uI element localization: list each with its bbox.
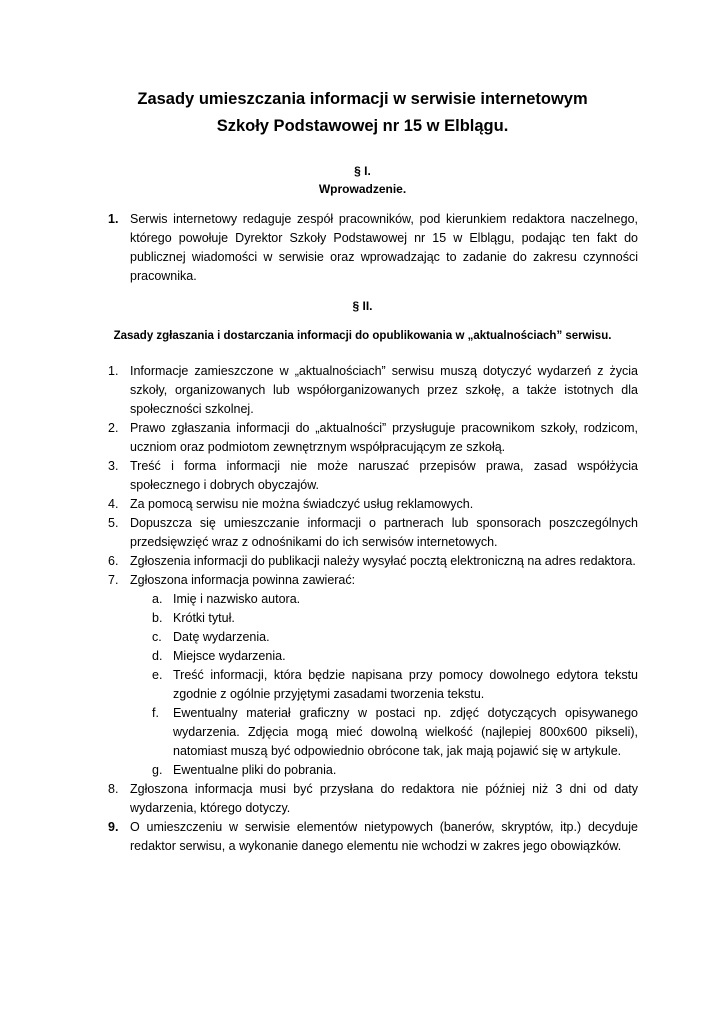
section-1-item-number: 1. <box>108 212 119 226</box>
list-item-number: 6. <box>108 554 119 568</box>
sub-item-text: Krótki tytuł. <box>173 611 235 625</box>
section-2-heading: Zasady zgłaszania i dostarczania informacji do opublikowania w „aktualnościach” serwisu. <box>113 330 612 342</box>
list-item-text: Dopuszcza się umieszczanie informacji o partnerach lub sponsorach poszczególnych przedsięwzięć wraz z odnośnikami do ich serwisów internetowych. <box>130 516 638 549</box>
sub-item-number: c. <box>152 630 162 644</box>
document-title-line-2: Szkoły Podstawowej nr 15 w Elblągu. <box>216 117 509 135</box>
section-1-mark: § I. <box>354 164 371 178</box>
list-item-number: 3. <box>108 459 119 473</box>
list-item-text: Prawo zgłaszania informacji do „aktualności” przysługuje pracownikom szkoły, rodzicom, uczniom oraz podmiotom zewnętrznym współpracującym ze szkołą. <box>130 421 638 454</box>
list-item-number: 9. <box>108 820 119 834</box>
list-item-number: 2. <box>108 421 119 435</box>
list-item-text: Informacje zamieszczone w „aktualnościach” serwisu muszą dotyczyć wydarzeń z życia szkoły, organizowanych lub współorganizowanych przez szkołę, a także istotnych dla społeczności szkolnej. <box>130 364 638 416</box>
section-2-mark: § II. <box>352 299 373 313</box>
sub-item-text: Ewentualne pliki do pobrania. <box>173 763 337 777</box>
list-item-number: 5. <box>108 516 119 530</box>
section-1-heading: Wprowadzenie. <box>318 182 407 196</box>
document-title-line-1: Zasady umieszczania informacji w serwisie internetowym <box>137 90 588 108</box>
list-item-text: Zgłoszona informacja musi być przysłana do redaktora nie później niż 3 dni od daty wydarzenia, którego dotyczy. <box>130 782 638 815</box>
sub-item-number: b. <box>152 611 163 625</box>
list-item-number: 1. <box>108 364 119 378</box>
list-item-number: 8. <box>108 782 119 796</box>
list-item-number: 7. <box>108 573 119 587</box>
sub-item-text: Miejsce wydarzenia. <box>173 649 286 663</box>
list-item-text: O umieszczeniu w serwisie elementów nietypowych (banerów, skryptów, itp.) decyduje redaktor serwisu, a wykonanie danego elementu nie wchodzi w zakres jego obowiązków. <box>130 820 638 853</box>
sub-item-number: a. <box>152 592 163 606</box>
sub-item-number: e. <box>152 668 163 682</box>
list-item-number: 4. <box>108 497 119 511</box>
list-item-text: Za pomocą serwisu nie można świadczyć usług reklamowych. <box>130 497 474 511</box>
sub-item-text: Ewentualny materiał graficzny w postaci np. zdjęć dotyczących opisywanego wydarzenia. Zdjęcia mogą mieć dowolną wielkość (najlepiej 800x600 pikseli), natomiast muszą być odpowiednio obrócone tak, jak mają pojawić się w artykule. <box>173 706 638 758</box>
list-item-text: Zgłoszona informacja powinna zawierać: <box>130 573 356 587</box>
sub-item-number: f. <box>152 706 159 720</box>
list-item-text: Zgłoszenia informacji do publikacji należy wysyłać pocztą elektroniczną na adres redaktora. <box>130 554 636 568</box>
sub-item-text: Datę wydarzenia. <box>173 630 270 644</box>
section-1-item-text: Serwis internetowy redaguje zespół pracowników, pod kierunkiem redaktora naczelnego, którego powołuje Dyrektor Szkoły Podstawowej nr 15 w Elblągu, podając ten fakt do publicznej wiadomości w serwisie oraz wprowadzając to zadanie do zakresu czynności pracownika. <box>130 212 638 283</box>
list-item-text: Treść i forma informacji nie może naruszać przepisów prawa, zasad współżycia społecznego i dobrych obyczajów. <box>130 459 638 492</box>
sub-item-text: Imię i nazwisko autora. <box>173 592 301 606</box>
sub-item-number: d. <box>152 649 163 663</box>
sub-item-text: Treść informacji, która będzie napisana przy pomocy dowolnego edytora tekstu zgodnie z ogólnie przyjętymi zasadami tworzenia tekstu. <box>173 668 638 701</box>
sub-item-number: g. <box>152 763 163 777</box>
